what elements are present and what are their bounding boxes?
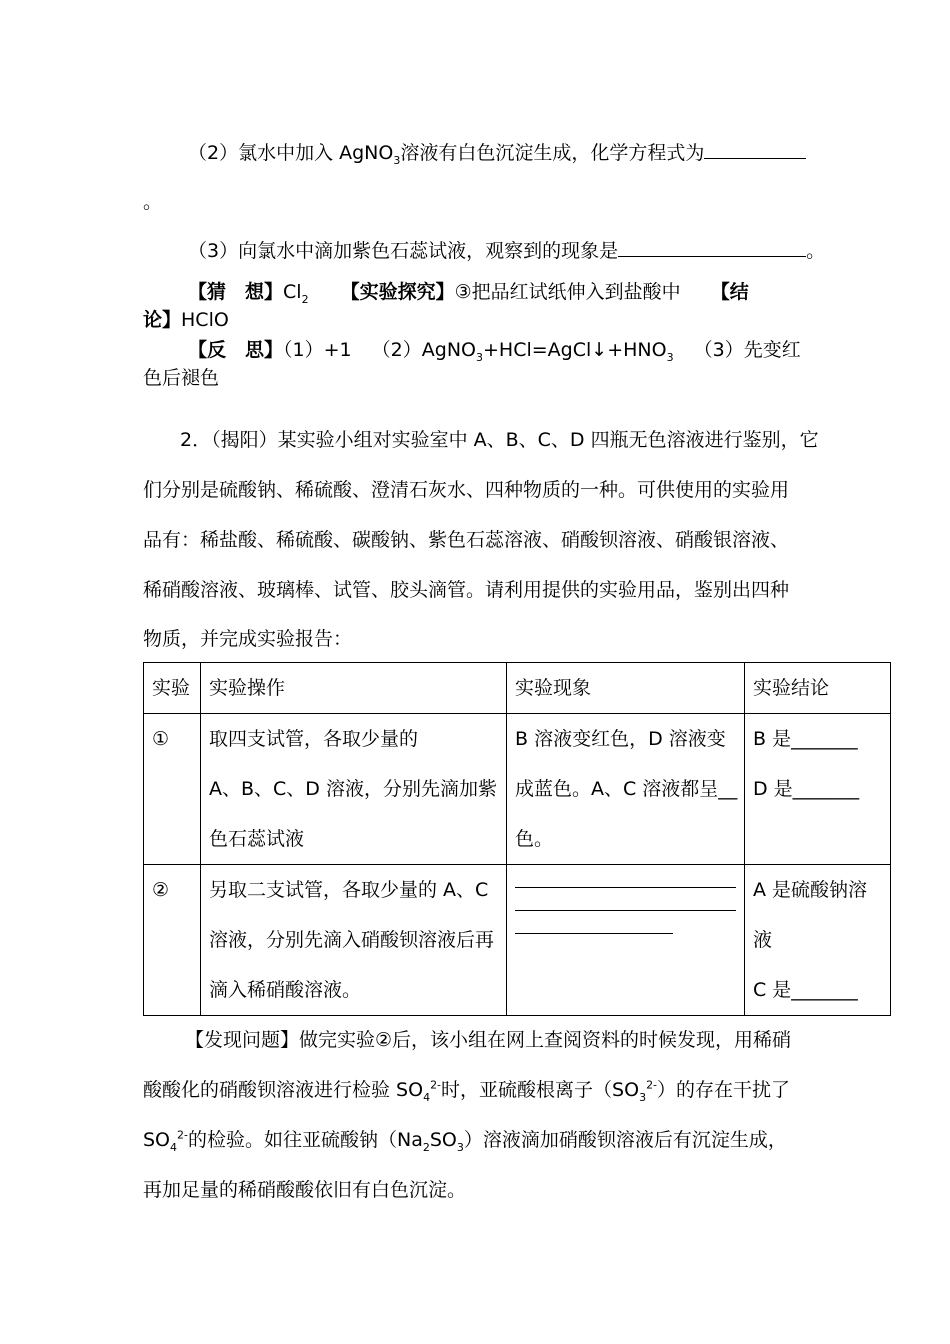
question2-line: 2．（揭阳）某实验小组对实验室中 A、B、C、D 四瓶无色溶液进行鉴别，它 [180,429,819,451]
table-row [144,865,891,1016]
question2-line: 稀硝酸溶液、玻璃棒、试管、胶头滴管。请利用提供的实验用品，鉴别出四种 [143,579,790,601]
conclusion-cell[interactable]: A 是硫酸钠溶 液 C 是_______ [745,865,891,1016]
header-cell: 实验操作 [201,663,507,714]
problem-line-1: 【发现问题】做完实验②后，该小组在网上查阅资料的时候发现，用稀硝 [185,1029,792,1051]
answer-blank[interactable] [515,888,736,911]
question2-line: 们分别是硫酸钠、稀硫酸、澄清石灰水、四种物质的一种。可供使用的实验用 [143,479,790,501]
header-cell: 实验现象 [507,663,745,714]
experiment-number: ① [144,714,201,865]
answer-guess-line: 【猜 想】$Cl_2$ 【实验探究】③把品红试纸伸入到盐酸中 【结 [188,281,749,306]
answer-blank[interactable] [515,865,736,888]
header-cell: 实验 [144,663,201,714]
answer-blank[interactable] [618,238,806,257]
table-row [144,714,891,865]
conclusion-cell[interactable]: B 是_______ D 是_______ [745,714,891,865]
problem-line-3: $SO_4^{2-}$的检验。如往亚硫酸钠$(Na_2SO_3)$溶液滴加硝酸钡溶液后有沉淀生成， [143,1128,787,1154]
phenomenon-answer-cell[interactable] [507,865,745,1016]
question-2-line: （2）氯水中加入 AgNO$_3$溶液有白色沉淀生成，化学方程式为 [188,140,806,165]
table-header-row [144,663,891,714]
answer-blank[interactable] [515,911,673,934]
experiment-report-table [143,662,891,1016]
header-cell: 实验结论 [745,663,891,714]
answer-conclusion-line: 论】HClO [143,309,229,331]
question-2-end: 。 [143,191,163,213]
operation-cell: 取四支试管，各取少量的 A、B、C、D 溶液，分别先滴加紫 色石蕊试液 [201,714,507,865]
experiment-number: ② [144,865,201,1016]
answer-blank[interactable] [704,140,806,159]
answer-reflect-line-2: 色后褪色 [143,367,220,389]
question-3-line: （3）向氯水中滴加紫色石蕊试液，观察到的现象是 。 [188,240,826,262]
problem-line-2: 酸酸化的硝酸钡溶液进行检验 $SO_4^{2-}$时，亚硫酸根离子$(SO_3^{2-})$的存在干扰了 [143,1078,791,1104]
question2-line: 品有：稀盐酸、稀硫酸、碳酸钠、紫色石蕊溶液、硝酸钡溶液、硝酸银溶液、 [143,529,790,551]
answer-reflect-line: 【反 思】（1）+1 $(2)AgNO_3+HCl=AgCl↓+HNO_3$ （3）先变红 [188,339,801,364]
phenomenon-cell: B 溶液变红色，D 溶液变 成蓝色。A、C 溶液都呈__ 色。 [507,714,745,865]
question2-line: 物质，并完成实验报告： [143,628,353,650]
operation-cell: 另取二支试管，各取少量的 A、C 溶液，分别先滴入硝酸钡溶液后再 滴入稀硝酸溶液。 [201,865,507,1016]
problem-line-4: 再加足量的稀硝酸酸依旧有白色沉淀。 [143,1179,467,1201]
